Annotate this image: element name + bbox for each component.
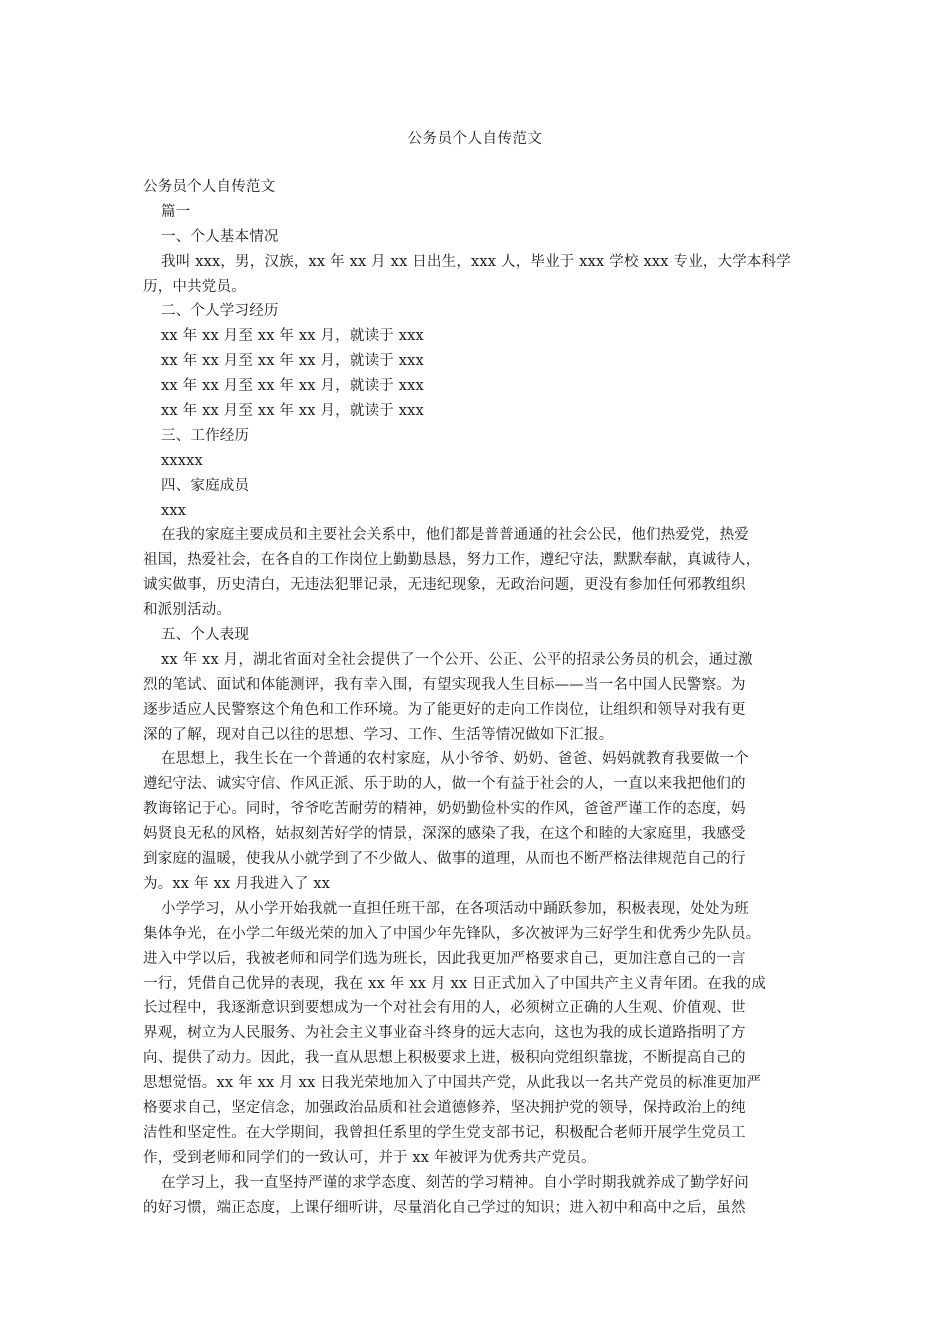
text-line: 和派别活动。	[143, 602, 232, 619]
text-line: 在学习上，我一直坚持严谨的求学态度、刻苦的学习精神。自小学时期我就养成了勤学好问	[161, 1174, 749, 1191]
text-line: 深的了解，现对自己以往的思想、学习、工作、生活等情况做如下汇报。	[143, 726, 614, 743]
text-line: xx 年 xx 月至 xx 年 xx 月，就读于 xxx	[161, 353, 424, 370]
text-line: 为。xx 年 xx 月我进入了 xx	[143, 875, 331, 892]
text-line: 到家庭的温暖，使我从小就学到了不少做人、做事的道理，从而也不断严格法律规范自己的行	[143, 851, 746, 868]
document-title: 公务员个人自传范文	[407, 131, 543, 147]
text-line: 公务员个人自传范文	[143, 179, 276, 195]
text-line: 篇一	[161, 203, 191, 220]
text-line: 长过程中，我逐渐意识到要想成为一个对社会有用的人，必须树立正确的人生观、价值观、世	[143, 1000, 746, 1017]
text-line: 教诲铭记于心。同时，爷爷吃苦耐劳的精神，奶奶勤俭朴实的作风，爸爸严谨工作的态度，妈	[143, 801, 746, 818]
text-line: xx 年 xx 月，湖北省面对全社会提供了一个公开、公正、公平的招录公务员的机会，通过激	[161, 651, 753, 668]
text-line: 小学学习，从小学开始我就一直担任班干部，在各项活动中踊跃参加，积极表现，处处为班	[161, 900, 749, 917]
text-line: 在我的家庭主要成员和主要社会关系中，他们都是普普通通的社会公民，他们热爱党，热爱	[161, 527, 749, 544]
text-line: 祖国，热爱社会，在各自的工作岗位上勤勤恳恳，努力工作，遵纪守法，默默奉献，真诚待人，	[143, 552, 761, 569]
text-line: 二、个人学习经历	[161, 303, 279, 320]
text-line: 四、家庭成员	[161, 477, 250, 494]
text-line: 向、提供了动力。因此，我一直从思想上积极要求上进，极积向党组织靠拢，不断提高自己的	[143, 1050, 746, 1067]
text-line: 一、个人基本情况	[161, 228, 279, 245]
text-line: 妈贤良无私的风格，姑叔刻苦好学的情景，深深的感染了我，在这个和睦的大家庭里，我感受	[143, 826, 746, 843]
text-line: xx 年 xx 月至 xx 年 xx 月，就读于 xxx	[161, 378, 424, 395]
text-line: xxx	[161, 502, 187, 519]
text-line: 集体争光，在小学二年级光荣的加入了中国少年先锋队，多次被评为三好学生和优秀少先队员。	[143, 925, 761, 942]
text-line: 三、工作经历	[161, 427, 250, 444]
text-line: xx 年 xx 月至 xx 年 xx 月，就读于 xxx	[161, 403, 424, 420]
text-line: 思想觉悟。xx 年 xx 月 xx 日我光荣地加入了中国共产党，从此我以一名共产党员的标准更加严	[143, 1075, 762, 1092]
text-line: xx 年 xx 月至 xx 年 xx 月，就读于 xxx	[161, 328, 424, 345]
text-line: 我叫 xxx，男，汉族，xx 年 xx 月 xx 日出生，xxx 人，毕业于 xxx 学校 xxx 专业，大学本科学	[161, 253, 791, 270]
text-line: 洁性和坚定性。在大学期间，我曾担任系里的学生党支部书记，积极配合老师开展学生党员工	[143, 1124, 746, 1141]
document-body	[143, 175, 811, 1220]
text-line: 的好习惯，端正态度，上课仔细听讲，尽量消化自己学过的知识；进入初中和高中之后，虽然	[143, 1199, 746, 1216]
text-line: 诚实做事，历史清白，无违法犯罪记录，无违纪现象，无政治问题，更没有参加任何邪教组织	[143, 577, 746, 594]
text-line: 作，受到老师和同学们的一致认可，并于 xx 年被评为优秀共产党员。	[143, 1149, 596, 1166]
text-line: 在思想上，我生长在一个普通的农村家庭，从小爷爷、奶奶、爸爸、妈妈就教育我要做一个	[161, 751, 749, 768]
text-line: 烈的笔试、面试和体能测评，我有幸入围，有望实现我人生目标——当一名中国人民警察。为	[143, 676, 746, 693]
text-line: 遵纪守法、诚实守信、作风正派、乐于助的人，做一个有益于社会的人，一直以来我把他们的	[143, 776, 746, 793]
text-line: 进入中学以后，我被老师和同学们选为班长，因此我更加严格要求自己，更加注意自己的一言	[143, 950, 746, 967]
text-line: 逐步适应人民警察这个角色和工作环境。为了能更好的走向工作岗位，让组织和领导对我有更	[143, 701, 746, 718]
text-line: xxxxx	[161, 452, 203, 469]
text-line: 五、个人表现	[161, 627, 250, 644]
text-line: 界观，树立为人民服务、为社会主义事业奋斗终身的远大志向，这也为我的成长道路指明了方	[143, 1025, 746, 1042]
text-line: 一行，凭借自己优异的表现，我在 xx 年 xx 月 xx 日正式加入了中国共产主义青年团。在我的成	[143, 975, 767, 992]
text-line: 格要求自己，坚定信念，加强政治品质和社会道德修养，坚决拥护党的领导，保持政治上的纯	[143, 1099, 746, 1116]
text-line: 历，中共党员。	[143, 278, 246, 295]
